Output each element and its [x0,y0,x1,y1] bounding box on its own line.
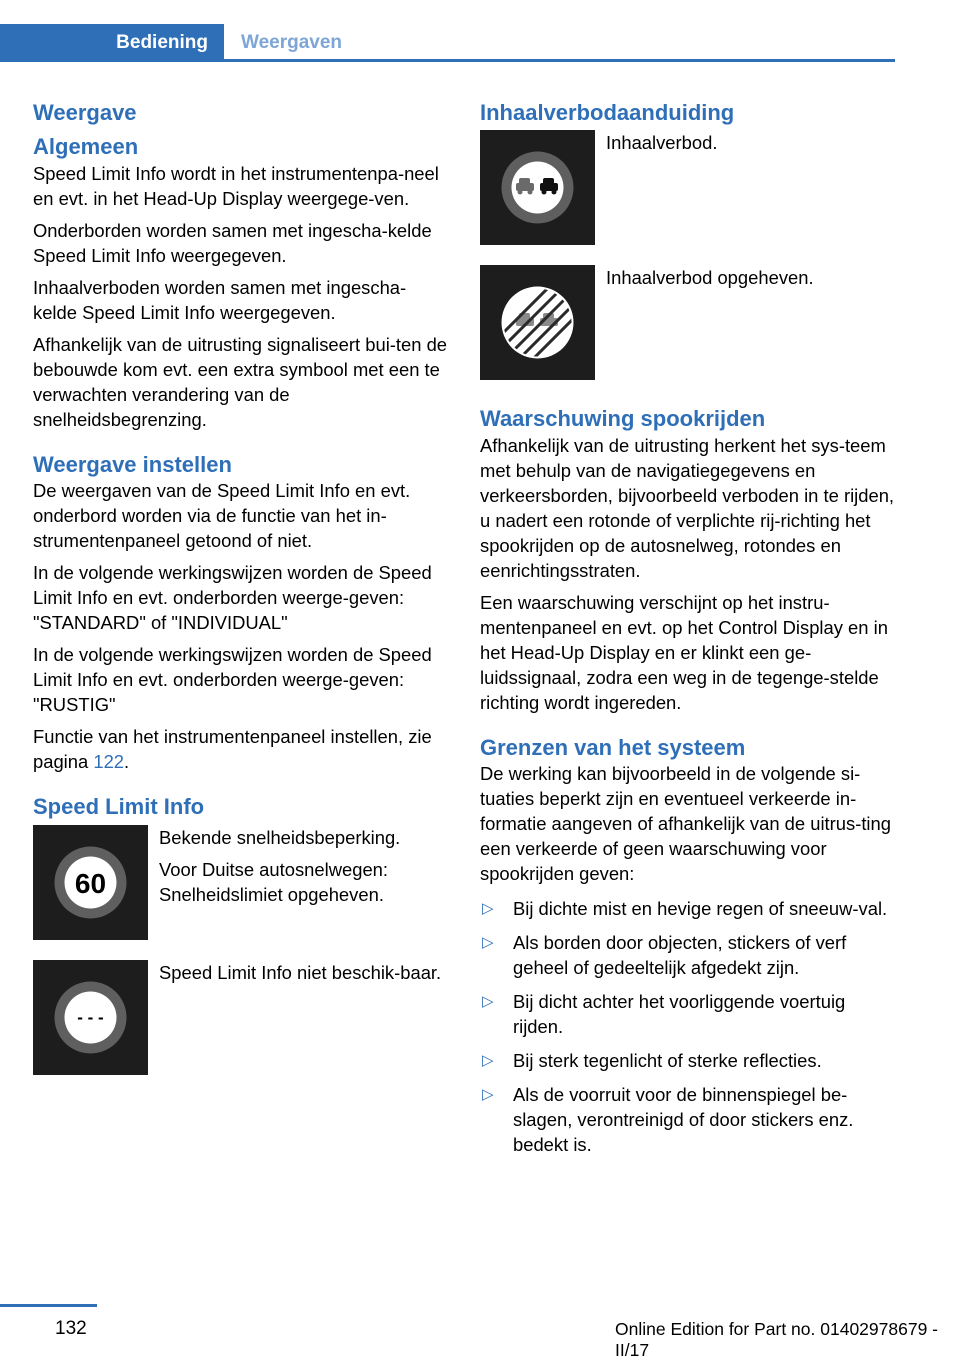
speed-limit-60-sign-icon [33,825,148,940]
header-rule [224,59,895,62]
bullet-triangle-icon: ▷ [482,934,494,952]
paragraph: In de volgende werkingswijzen worden de Speed Limit Info en evt. onderborden weerge‐geven: "STANDARD" of "INDIVIDUAL" [33,562,432,634]
bullet-triangle-icon: ▷ [482,900,494,918]
tab-weergaven[interactable]: Weergaven [241,32,343,53]
bullet-triangle-icon: ▷ [482,1052,494,1070]
paragraph: Speed Limit Info niet beschik‐baar. [159,961,442,983]
paragraph: Inhaalverbod opgeheven. [606,267,814,289]
end-no-overtaking-sign-icon [480,265,595,380]
sign-row-speed-unavailable [33,960,448,1075]
sign-row-speed-limit [33,825,448,940]
paragraph: Een waarschuwing verschijnt op het instru‐mentenpaneel en evt. op het Control Display en in het Head-Up Display en er klinkt een ge‐luidssignaal, zodra een weg in de tegenge‐stelde richting wordt ingereden. [480,591,888,713]
paragraph: Onderborden worden samen met ingescha‐kelde Speed Limit Info weergegeven. [33,219,432,266]
page-reference [33,724,448,774]
sign-row-overtaking [480,130,895,245]
paragraph: Inhaalverboden worden samen met ingescha‐kelde Speed Limit Info weergegeven. [33,276,407,323]
paragraph: Bekende snelheidsbeperking. [159,826,401,848]
page-number: 132 [55,1318,87,1339]
heading-algemeen: Algemeen [33,134,139,160]
footer-rule [0,1304,97,1307]
list-item-text: Bij dicht achter het voorliggende voertuig rijden. [513,991,846,1038]
bullet-triangle-icon: ▷ [482,993,494,1011]
paragraph: Afhankelijk van de uitrusting herkent het sys‐teem met behulp van de navigatiegegevens en verkeersborden, bijvoorbeeld verboden in te rijden, u nadert een rotonde of verplichte rij‐richting het spookrijden op de autosnelweg, rotondes en eenrichtingsstraten. [480,434,895,581]
left-column [33,100,448,1095]
section-title-weergave: Weergave [33,100,137,125]
paragraph: De werking kan bijvoorbeeld in de volgende si‐tuaties beperkt zijn en eventueel verkeerde in‐formatie aangeven of afhankelijk van de uitrus‐ting een verkeerde of geen waarschuwing voor spookrijden geven: [480,763,891,885]
chapter-header [0,0,895,62]
list-item [480,896,895,921]
sign-description [606,265,814,380]
speed-unavailable-value: - - - [77,1007,104,1027]
list-item-text: Bij dichte mist en hevige regen of sneeuw‐val. [513,898,888,920]
list-item [480,989,895,1039]
speed-limit-unavailable-sign-icon [33,960,148,1075]
list-item-text: Bij sterk tegenlicht of sterke reflecties. [513,1050,822,1072]
sign-description [159,960,441,1075]
page-link[interactable]: 122 [93,751,125,773]
list-item-text: Als borden door objecten, stickers of verf geheel of gedeeltelijk afgedekt zijn. [513,932,847,979]
sign-row-overtaking-ended [480,265,895,380]
paragraph: In de volgende werkingswijzen worden de Speed Limit Info en evt. onderborden weerge‐geven: "RUSTIG" [33,644,432,716]
limitations-list [480,896,895,1157]
tab-bediening[interactable]: Bediening [0,24,224,62]
no-overtaking-sign-icon [480,130,595,245]
reference-end: . [124,751,130,773]
speed-value: 60 [74,867,107,899]
sign-description [159,825,448,940]
edition-note: Online Edition for Part no. 01402978679 - II/17 [615,1319,938,1360]
sign-description [606,130,717,245]
heading-weergave-instellen: Weergave instellen [33,451,232,477]
paragraph: Inhaalverbod. [606,132,718,154]
heading-inhaalverbod: Inhaalverbodaanduiding [480,100,735,125]
list-item [480,1048,895,1073]
bullet-triangle-icon: ▷ [482,1086,494,1104]
paragraph: De weergaven van de Speed Limit Info en evt. onderbord worden via de functie van het in‐strumentenpaneel getoond of niet. [33,480,411,552]
heading-grenzen-systeem: Grenzen van het systeem [480,734,746,760]
paragraph: Voor Duitse autosnelwegen: Snelheidslimiet opgeheven. [159,858,389,905]
list-item [480,1082,895,1157]
heading-waarschuwing-spookrijden: Waarschuwing spookrijden [480,406,766,432]
list-item [480,930,895,980]
reference-text: Functie van het instrumentenpaneel instellen, zie pagina [33,726,432,773]
list-item-text: Als de voorruit voor de binnenspiegel be‐slagen, verontreinigd of door stickers enz. bedekt is. [513,1084,854,1156]
paragraph: Afhankelijk van de uitrusting signaliseert bui‐ten de bebouwde kom evt. een extra symbool met een te verwachten verandering van de snelheidsbegrenzing. [33,333,448,430]
right-column [480,100,895,1166]
heading-speed-limit-info: Speed Limit Info [33,794,205,820]
paragraph: Speed Limit Info wordt in het instrumentenpa‐neel en evt. in het Head-Up Display weergege‐ven. [33,162,439,209]
